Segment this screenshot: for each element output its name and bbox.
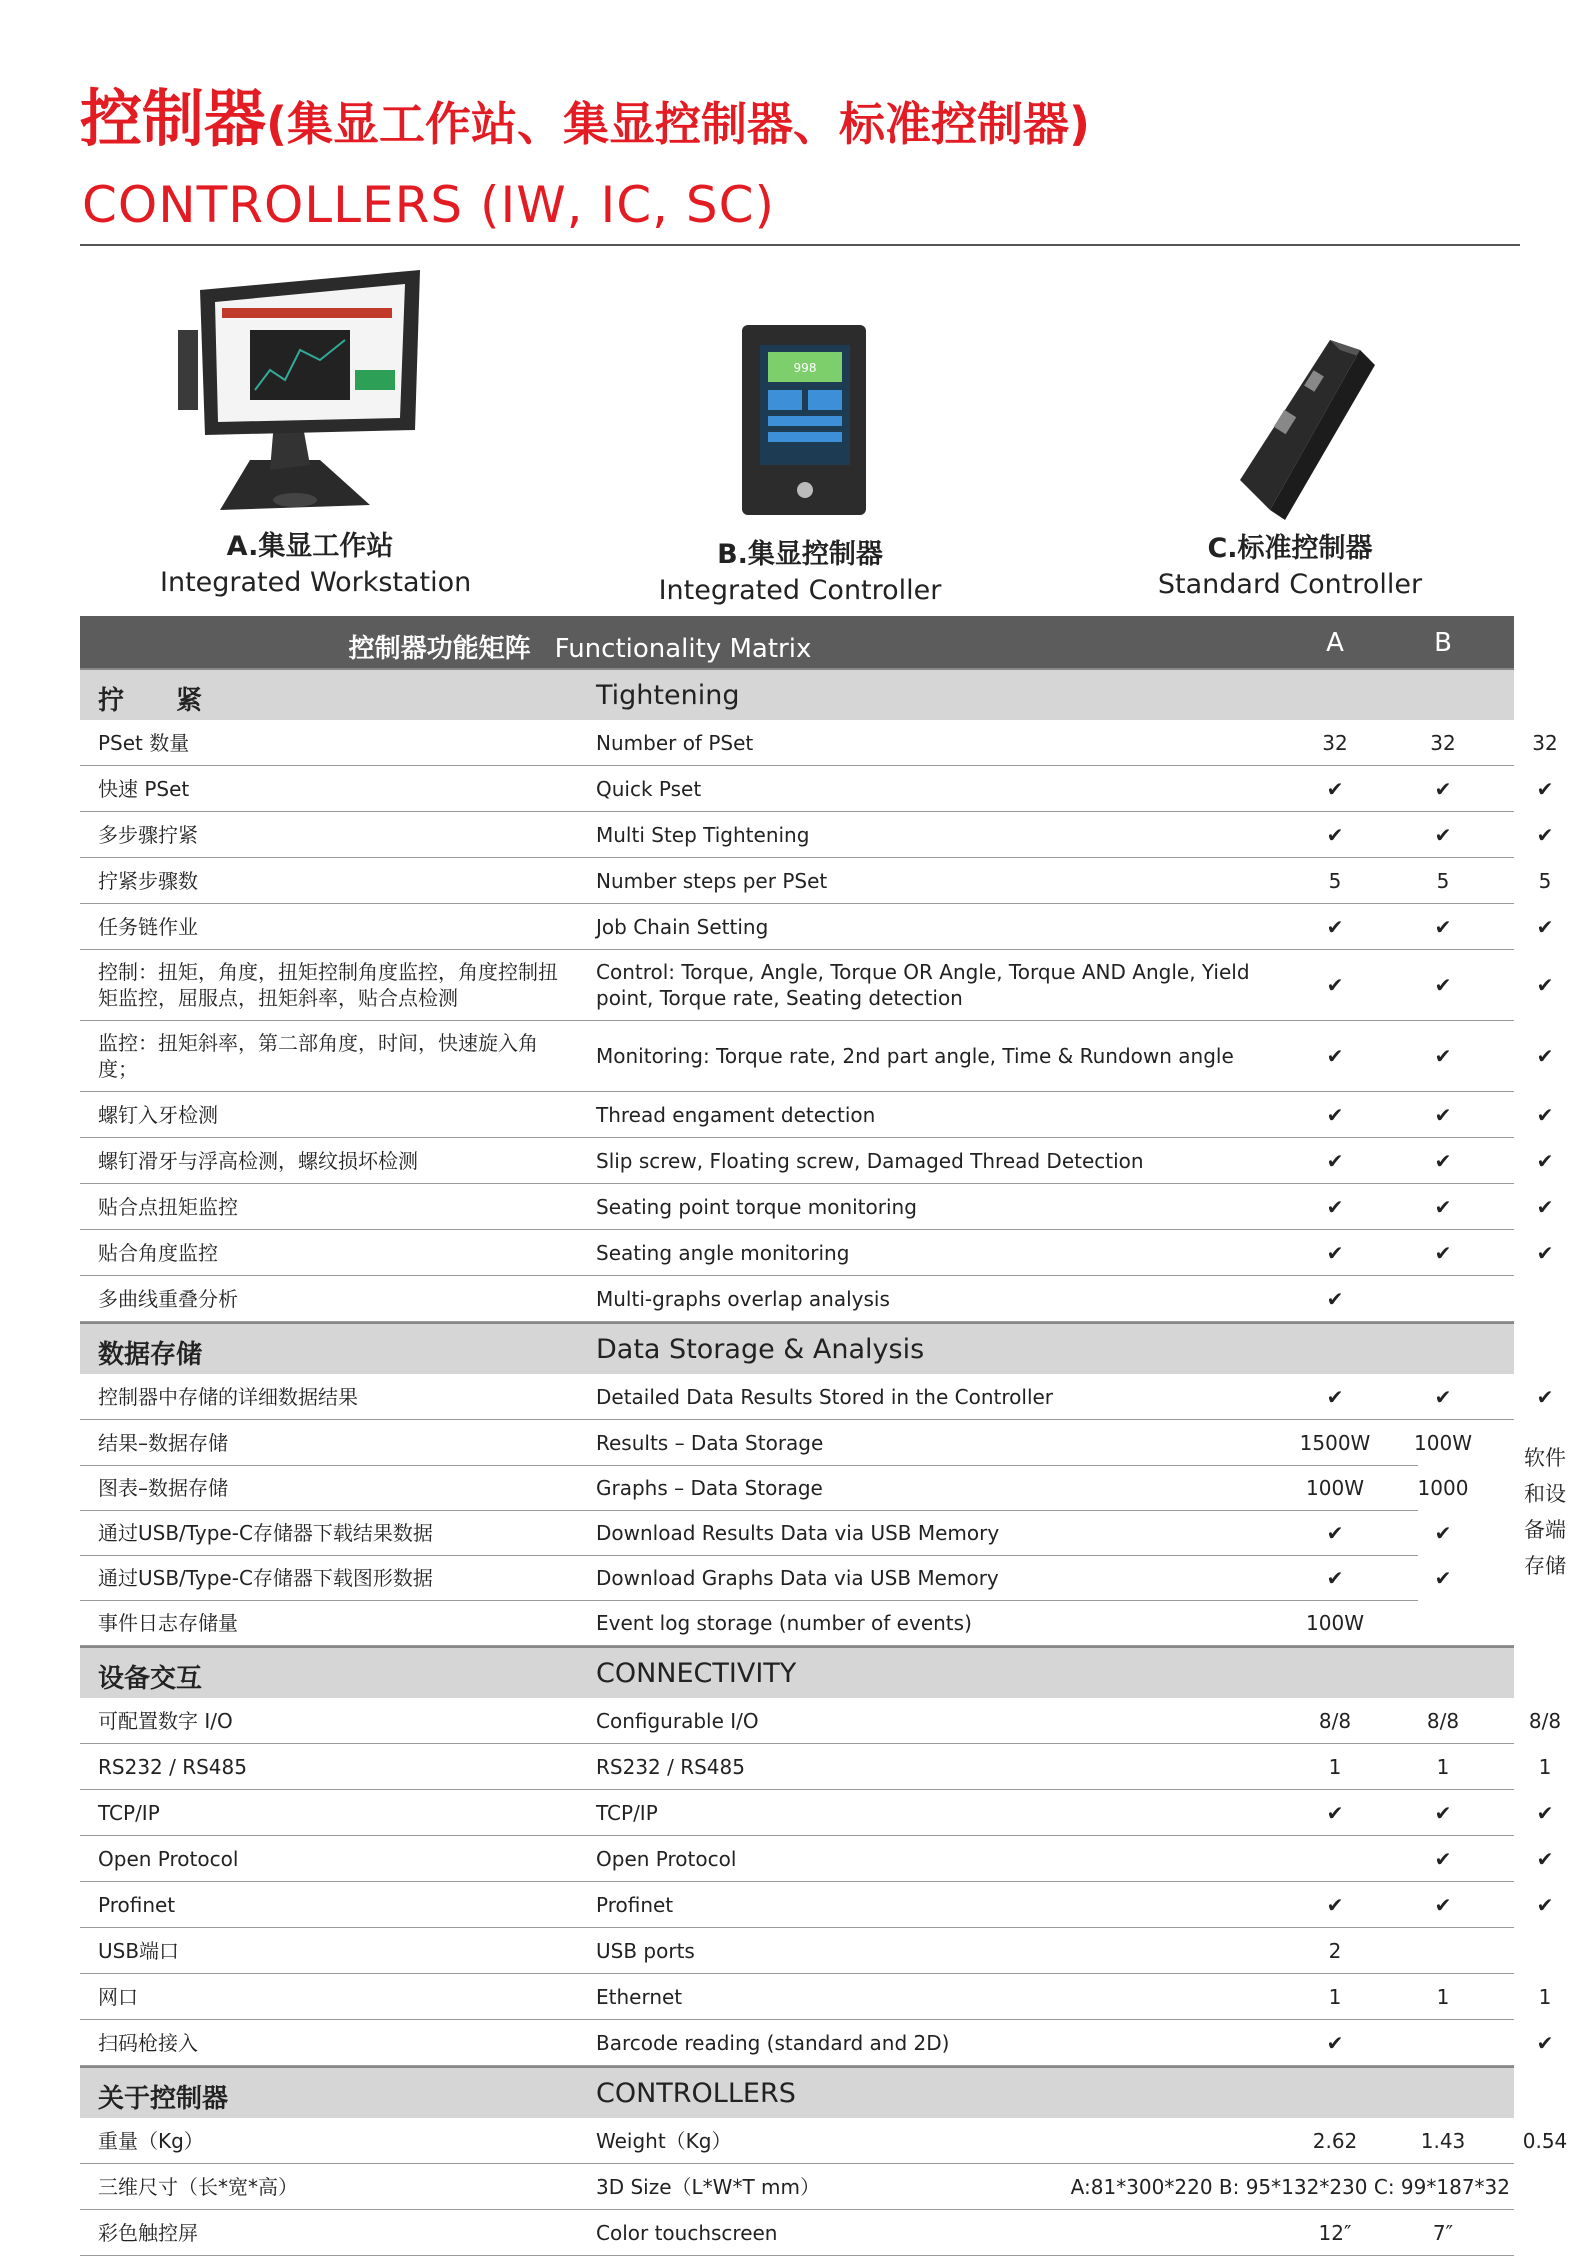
product-workstation: [160, 260, 472, 598]
cell-c: ✔: [1536, 2030, 1554, 2055]
title-cn-main: 控制器: [80, 82, 267, 155]
product-a-caption-cn: A.集显工作站: [226, 531, 394, 562]
matrix-row: [80, 1465, 1514, 1510]
storage-c-note-line: 存储: [1524, 1554, 1566, 1578]
cell-c: ✔: [1536, 1148, 1554, 1173]
cell-b: ✔: [1434, 776, 1452, 801]
cell-a: 2: [1328, 1938, 1342, 1963]
cell-c: ✔: [1536, 822, 1554, 847]
matrix-row: [80, 1184, 1554, 1230]
cell-b: ✔: [1434, 973, 1452, 997]
row-label-en: Color touchscreen: [596, 2220, 778, 2245]
matrix-row: [80, 1510, 1514, 1555]
cell-a: 1500W: [1299, 1430, 1371, 1455]
row-label-cn: 多步骤拧紧: [98, 822, 198, 847]
matrix-row: [80, 1882, 1554, 1928]
row-label-cn: 贴合角度监控: [98, 1240, 218, 1265]
cell-a: ✔: [1326, 973, 1344, 997]
cell-b: 1.43: [1420, 2128, 1466, 2153]
cell-c: 8/8: [1528, 1708, 1562, 1733]
row-label-en: Weight（Kg）: [596, 2128, 732, 2153]
section-en: CONTROLLERS: [596, 2078, 796, 2109]
cell-a: ✔: [1326, 1892, 1344, 1917]
row-label-cn: 通过USB/Type-C存储器下载图形数据: [98, 1565, 433, 1590]
row-label-en: Configurable I/O: [596, 1708, 759, 1733]
matrix-row: [80, 720, 1558, 766]
row-label-en: TCP/IP: [596, 1800, 658, 1825]
cell-b: ✔: [1434, 1846, 1452, 1871]
row-label-cn: 拧紧步骤数: [98, 868, 198, 893]
cell-c: ✔: [1536, 1194, 1554, 1219]
row-label-en: Job Chain Setting: [596, 914, 769, 939]
row-label-cn: 螺钉滑牙与浮高检测，螺纹损坏检测: [98, 1148, 418, 1173]
workstation-image: [160, 260, 460, 520]
cell-c: ✔: [1536, 1044, 1554, 1068]
cell-a: 100W: [1306, 1610, 1364, 1635]
section-en: Data Storage & Analysis: [596, 1334, 925, 1365]
cell-a: ✔: [1326, 1286, 1344, 1311]
row-label-en: Number of PSet: [596, 730, 754, 755]
matrix-row: [80, 904, 1554, 950]
cell-c: ✔: [1536, 1892, 1554, 1917]
storage-c-note-line: 软件: [1524, 1446, 1566, 1470]
matrix-row: [80, 2164, 1514, 2210]
row-label-cn: 扫码枪接入: [98, 2030, 198, 2055]
cell-a: ✔: [1326, 1044, 1344, 1068]
row-label-en: Multi-graphs overlap analysis: [596, 1286, 890, 1311]
cell-c: 0.54: [1522, 2128, 1568, 2153]
standard-controller-image: [1140, 320, 1440, 520]
matrix-row: [80, 1092, 1554, 1138]
matrix-row: [80, 1836, 1554, 1882]
row-label-en: Number steps per PSet: [596, 868, 828, 893]
matrix-row: [80, 1974, 1552, 2020]
cell-a: ✔: [1326, 1800, 1344, 1825]
row-label-cn: Open Protocol: [98, 1846, 239, 1871]
product-standard-controller: [1140, 320, 1440, 600]
product-c-caption-cn: C.标准控制器: [1207, 533, 1373, 564]
cell-b: ✔: [1434, 1800, 1452, 1825]
row-label-cn: 三维尺寸（长*宽*高）: [98, 2174, 298, 2199]
col-header-a: A: [1326, 628, 1344, 658]
col-header-b: B: [1434, 628, 1452, 658]
cell-a: ✔: [1326, 822, 1344, 847]
cell-c: ✔: [1536, 1102, 1554, 1127]
cell-a: ✔: [1326, 1520, 1344, 1545]
row-label-en: Control: Torque, Angle, Torque OR Angle, Torque AND Angle, Yield point, Torque rate, Seating detection: [596, 960, 1250, 1010]
cell-b: ✔: [1434, 822, 1452, 847]
matrix-row: [80, 1138, 1554, 1184]
row-label-cn: 事件日志存储量: [98, 1610, 238, 1635]
section-connectivity: [80, 1646, 1514, 1698]
section-cn: 设备交互: [98, 1664, 203, 1694]
row-label-en: USB ports: [596, 1938, 695, 1963]
row-label-en: Thread engament detection: [596, 1102, 876, 1127]
matrix-row: [80, 1555, 1514, 1600]
row-label-en: Monitoring: Torque rate, 2nd part angle, Time & Rundown angle: [596, 1044, 1234, 1068]
section-cn: 拧 紧: [98, 686, 203, 716]
row-label-en: RS232 / RS485: [596, 1754, 745, 1779]
row-label-cn: 控制：扭矩，角度，扭矩控制角度监控，角度控制扭矩监控，屈服点，扭矩斜率，贴合点检测: [98, 960, 558, 1010]
matrix-row: [80, 1420, 1514, 1465]
title-divider: [80, 244, 1520, 246]
matrix-row: [80, 2020, 1554, 2066]
matrix-row: [80, 1698, 1562, 1744]
controller-screen-value: 998: [793, 361, 817, 375]
row-label-cn: 任务链作业: [98, 914, 198, 939]
matrix-header: [80, 616, 1555, 668]
cell-a: ✔: [1326, 1240, 1344, 1265]
row-label-en: Event log storage (number of events): [596, 1610, 972, 1635]
row-label-cn: USB端口: [98, 1938, 180, 1963]
row-label-en: Profinet: [596, 1892, 674, 1917]
section-controllers: [80, 2066, 1514, 2118]
page-title-en: CONTROLLERS (IW, IC, SC): [82, 176, 776, 234]
storage-c-note: [1500, 1440, 1587, 1584]
cell-a: 8/8: [1318, 1708, 1352, 1733]
matrix-header-en: Functionality Matrix: [554, 634, 812, 664]
row-label-en: Multi Step Tightening: [596, 822, 810, 847]
cell-c: ✔: [1536, 1846, 1554, 1871]
section-cn: 关于控制器: [98, 2084, 229, 2114]
product-a-caption-en: Integrated Workstation: [160, 567, 472, 598]
matrix-row: [80, 858, 1552, 904]
cell-b: ✔: [1434, 1194, 1452, 1219]
cell-b: 5: [1436, 868, 1450, 893]
matrix-row: [80, 1744, 1552, 1790]
cell-a: 5: [1328, 868, 1342, 893]
matrix-row: [80, 1021, 1554, 1092]
cell-b: 7″: [1432, 2220, 1454, 2245]
cell-a: 1: [1328, 1984, 1342, 2009]
row-label-cn: PSet 数量: [98, 730, 190, 755]
section-en: CONNECTIVITY: [596, 1658, 797, 1689]
product-b-caption-en: Integrated Controller: [658, 575, 942, 606]
cell-b: ✔: [1434, 1102, 1452, 1127]
cell-a: 100W: [1306, 1475, 1364, 1500]
cell-a: ✔: [1326, 1102, 1344, 1127]
row-label-cn: RS232 / RS485: [98, 1754, 247, 1779]
row-label-en: Download Graphs Data via USB Memory: [596, 1565, 999, 1590]
product-b-caption-cn: B.集显控制器: [717, 539, 883, 570]
cell-c: 1: [1538, 1984, 1552, 2009]
storage-c-note-line: 备端: [1524, 1518, 1566, 1542]
matrix-row: [80, 1928, 1514, 1974]
cell-a: ✔: [1326, 776, 1344, 801]
row-label-cn: Profinet: [98, 1892, 176, 1917]
row-label-cn: 多曲线重叠分析: [98, 1286, 238, 1311]
title-cn-sub: (集显工作站、集显控制器、标准控制器): [266, 97, 1091, 151]
storage-c-note-line: 和设: [1524, 1482, 1566, 1506]
row-label-cn: 通过USB/Type-C存储器下载结果数据: [98, 1520, 433, 1545]
matrix-row: [80, 766, 1554, 812]
cell-b: ✔: [1434, 1565, 1452, 1590]
matrix-row: [80, 1600, 1514, 1646]
cell-a: ✔: [1326, 1384, 1344, 1409]
row-label-cn: 结果–数据存储: [98, 1430, 228, 1455]
cell-c: ✔: [1536, 1240, 1554, 1265]
row-label-cn: 可配置数字 I/O: [98, 1708, 233, 1733]
cell-c: 1: [1538, 1754, 1552, 1779]
functionality-matrix: [80, 616, 1568, 2256]
cell-b: ✔: [1434, 1240, 1452, 1265]
section-data-storage: [80, 1322, 1514, 1374]
row-label-en: Quick Pset: [596, 776, 702, 801]
section-en: Tightening: [596, 680, 740, 711]
row-label-en: Slip screw, Floating screw, Damaged Thread Detection: [596, 1148, 1144, 1173]
matrix-row: [80, 1790, 1554, 1836]
cell-c: ✔: [1536, 914, 1554, 939]
row-label-cn: 重量（Kg）: [98, 2128, 204, 2153]
cell-a: ✔: [1326, 2030, 1344, 2055]
cell-b: ✔: [1434, 1384, 1452, 1409]
row-label-cn: 网口: [98, 1984, 138, 2009]
col-header-c: C: [1535, 628, 1555, 658]
cell-c: ✔: [1536, 1384, 1554, 1409]
row-label-en: Barcode reading (standard and 2D): [596, 2030, 950, 2055]
row-label-en: Open Protocol: [596, 1846, 737, 1871]
cell-c: 32: [1532, 730, 1558, 755]
matrix-header-cn: 控制器功能矩阵: [348, 634, 531, 664]
cell-b: 1: [1436, 1984, 1450, 2009]
cell-b: ✔: [1434, 1044, 1452, 1068]
cell-b: 1: [1436, 1754, 1450, 1779]
page-title-cn: [80, 82, 1091, 155]
row-label-en: Seating point torque monitoring: [596, 1194, 917, 1219]
row-label-cn: 控制器中存储的详细数据结果: [98, 1384, 358, 1409]
row-label-cn: 快速 PSet: [98, 776, 190, 801]
cell-c: ✔: [1536, 1800, 1554, 1825]
matrix-header-title: [80, 628, 1080, 665]
row-label-en: 3D Size（L*W*T mm）: [596, 2174, 820, 2199]
matrix-row: [80, 950, 1554, 1021]
cell-a: ✔: [1326, 1194, 1344, 1219]
cell-a: 12″: [1318, 2220, 1352, 2245]
row-label-en: Ethernet: [596, 1984, 683, 2009]
row-label-en: Download Results Data via USB Memory: [596, 1520, 1000, 1545]
matrix-row: [80, 812, 1554, 858]
row-3d-size-value: A:81*300*220 B: 95*132*230 C: 99*187*32: [1070, 2174, 1510, 2199]
row-label-cn: 贴合点扭矩监控: [98, 1194, 238, 1219]
row-label-cn: 彩色触控屏: [98, 2220, 198, 2245]
cell-c: ✔: [1536, 776, 1554, 801]
cell-a: ✔: [1326, 914, 1344, 939]
product-integrated-controller: [650, 310, 950, 606]
section-cn: 数据存储: [98, 1340, 203, 1370]
row-label-cn: 图表–数据存储: [98, 1475, 228, 1500]
row-label-en: Detailed Data Results Stored in the Controller: [596, 1384, 1054, 1409]
row-label-cn: 螺钉入牙检测: [98, 1102, 218, 1127]
cell-a: 2.62: [1312, 2128, 1358, 2153]
matrix-row: [80, 1230, 1554, 1276]
row-label-en: Seating angle monitoring: [596, 1240, 850, 1265]
row-label-cn: TCP/IP: [98, 1800, 160, 1825]
section-tightening: [80, 668, 1514, 720]
cell-a: 32: [1322, 730, 1348, 755]
cell-c: 5: [1538, 868, 1552, 893]
matrix-row: [80, 1276, 1514, 1322]
cell-b: 8/8: [1426, 1708, 1460, 1733]
row-label-en: Results – Data Storage: [596, 1430, 824, 1455]
row-label-en: Graphs – Data Storage: [596, 1475, 823, 1500]
row-label-cn: 监控：扭矩斜率，第二部角度，时间，快速旋入角度；: [98, 1031, 538, 1081]
product-c-caption-en: Standard Controller: [1157, 569, 1423, 600]
cell-b: 32: [1430, 730, 1456, 755]
cell-a: ✔: [1326, 1148, 1344, 1173]
cell-b: ✔: [1434, 1892, 1452, 1917]
integrated-controller-image: [650, 310, 950, 520]
cell-a: 1: [1328, 1754, 1342, 1779]
cell-c: ✔: [1536, 973, 1554, 997]
matrix-row: [80, 2210, 1514, 2256]
cell-b: 100W: [1414, 1430, 1472, 1455]
cell-b: ✔: [1434, 914, 1452, 939]
cell-a: ✔: [1326, 1565, 1344, 1590]
cell-b: ✔: [1434, 1520, 1452, 1545]
matrix-row: [80, 2118, 1568, 2164]
cell-b: 1000: [1417, 1475, 1469, 1500]
matrix-row: [80, 1374, 1554, 1420]
cell-b: ✔: [1434, 1148, 1452, 1173]
